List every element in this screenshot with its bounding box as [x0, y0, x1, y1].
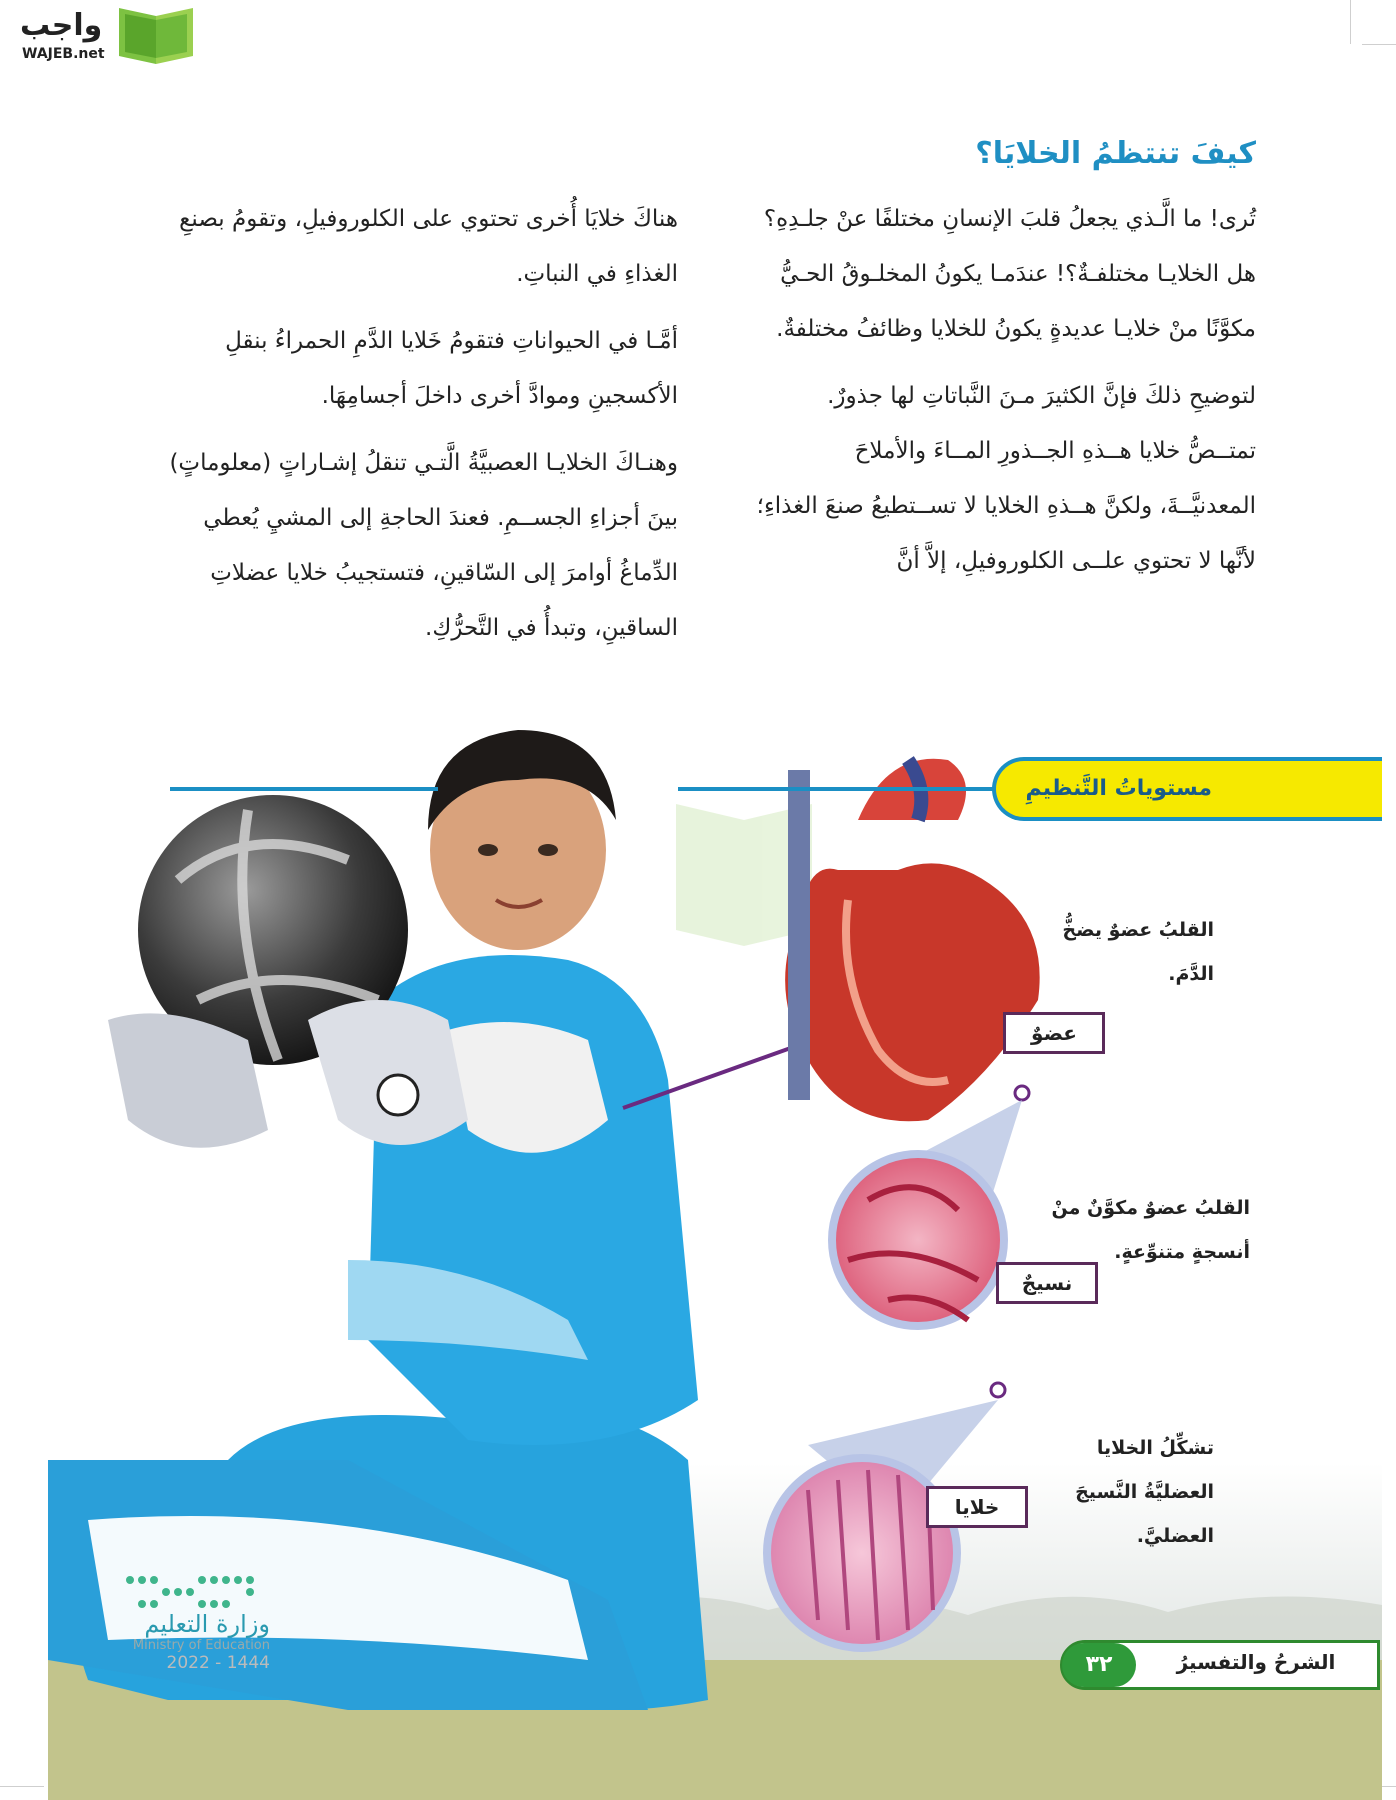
- levels-title: مستوياتُ التَّنظيمِ: [1025, 776, 1212, 801]
- section-heading: كيفَ تنتظمُ الخلايَا؟: [975, 136, 1256, 171]
- label-tissue: نسيجٌ: [996, 1262, 1098, 1304]
- wajeb-logo[interactable]: [10, 6, 190, 66]
- footer-label: الشرحُ والتفسيرُ: [1176, 1650, 1336, 1674]
- ministry-year: 2022 - 1444: [166, 1653, 270, 1673]
- ministry-logo: [90, 1570, 270, 1673]
- paragraph: أمَّـا في الحيواناتِ فتقومُ خَلايا الدَّمِ الحمراءُ بنقلِ الأكسجينِ وموادَّ أخرى داخلَ أجسامِهَا.: [225, 328, 678, 409]
- logo-word: واجب: [20, 8, 103, 43]
- caption-cells: تشكِّلُ الخلايا العضليَّةُ النَّسيجَ العضليَّ.: [1075, 1437, 1214, 1547]
- text-column-left: [158, 192, 678, 668]
- book-icon: [115, 6, 197, 66]
- caption-tissue: القلبُ عضوٌ مكوَّنٌ منْ أنسجةٍ متنوِّعةٍ.: [1051, 1197, 1250, 1263]
- paragraph: وهنـاكَ الخلايـا العصبيَّةُ الَّتـي تنقلُ إشـاراتٍ (معلوماتٍ) بينَ أجزاءِ الجســمِ. فعندَ الحاجةِ إلى المشيِ يُعطي الدِّماغُ أوامرَ إلى السّاقينِ، فتستجيبُ خلايا عضلاتِ الساقينِ، وتبدأُ في التَّحرُّكِ.: [169, 450, 678, 641]
- caption-heart: القلبُ عضوٌ يضخُّ الدَّمَ.: [1062, 919, 1214, 985]
- label-cells: خلايا: [926, 1486, 1028, 1528]
- paragraph: لتوضيحِ ذلكَ فإنَّ الكثيرَ مـنَ النَّباتاتِ لها جذورٌ. تمتــصُّ خلايا هــذهِ الجــذورِ المــاءَ والأملاحَ المعدنيَّــةَ، ولكنَّ هــذهِ الخلايا لا تســتطيعُ صنعَ الغذاءِ؛ لأنَّها لا تحتوي علــى الكلوروفيلِ، إلاَّ أنَّ: [756, 383, 1256, 574]
- crop-mark: [1350, 0, 1351, 44]
- banner-rule: [678, 787, 1018, 791]
- page-number: ٣٢: [1062, 1643, 1136, 1687]
- logo-net: WAJEB.net: [22, 46, 105, 62]
- paragraph: هناكَ خلايَا أُخرى تحتوي على الكلوروفيلِ، وتقومُ بصنعِ الغذاءِ في النباتِ.: [179, 206, 678, 287]
- ministry-english: Ministry of Education: [132, 1638, 270, 1653]
- ministry-arabic: وزارة التعليم: [144, 1610, 270, 1638]
- banner-rule: [170, 787, 438, 791]
- paragraph: تُرى! ما الَّـذي يجعلُ قلبَ الإنسانِ مختلفًا عنْ جلـدِهِ؟ هل الخلايـا مختلفـةٌ؟! عندَمـا يكونُ المخلـوقُ الحـيُّ مكوَّنًا منْ خلايـا عديدةٍ يكونُ للخلايا وظائفُ مختلفةٌ.: [763, 206, 1256, 342]
- crop-mark: [0, 1786, 44, 1787]
- label-organ: عضوٌ: [1003, 1012, 1105, 1054]
- crop-mark: [1362, 44, 1396, 45]
- ministry-dots-icon: [120, 1570, 270, 1614]
- text-column-right: [756, 192, 1256, 601]
